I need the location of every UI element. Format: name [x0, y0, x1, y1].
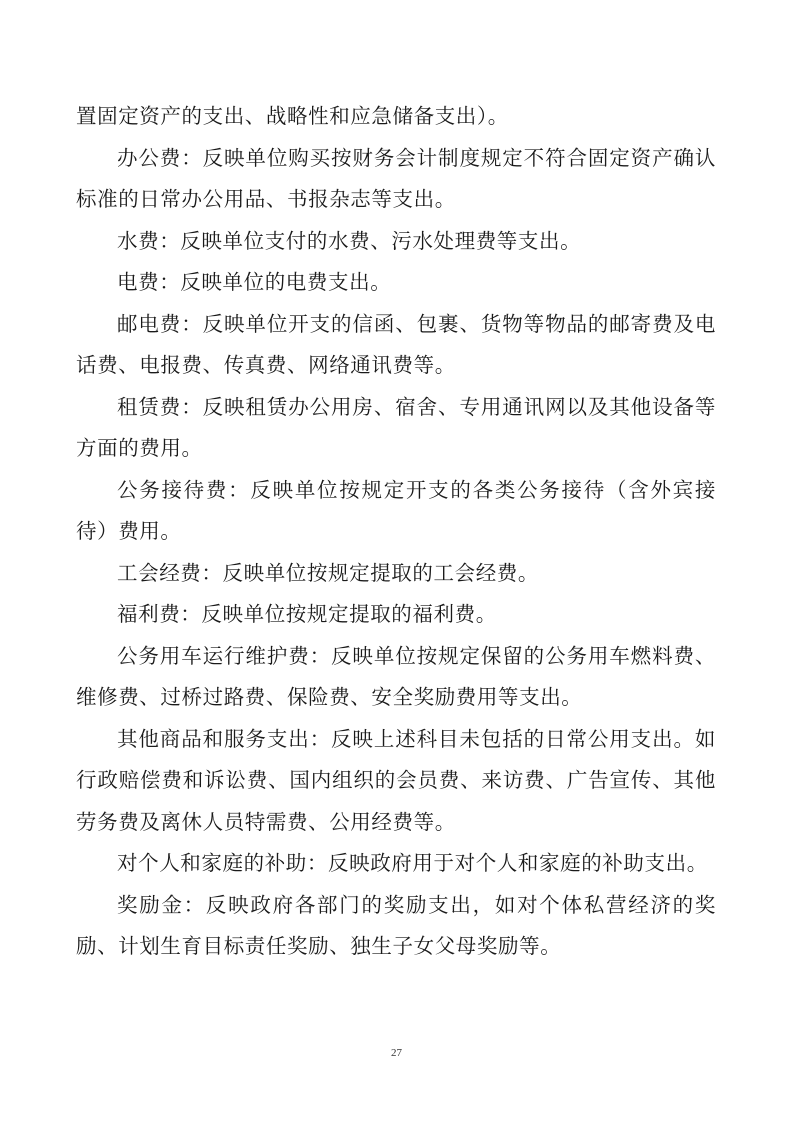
paragraph-other-goods-services: 其他商品和服务支出：反映上述科目未包括的日常公用支出。如行政赔偿费和诉讼费、国内组织的会员费、来访费、广告宣传、其他劳务费及离休人员特需费、公用经费等。 — [76, 726, 716, 834]
document-body — [76, 96, 716, 968]
paragraph-official-reception-expense: 公务接待费：反映单位按规定开支的各类公务接待（含外宾接待）费用。 — [76, 477, 716, 543]
paragraph-rental-expense: 租赁费：反映租赁办公用房、宿舍、专用通讯网以及其他设备等方面的费用。 — [76, 394, 716, 460]
paragraph-water-expense: 水费：反映单位支付的水费、污水处理费等支出。 — [117, 228, 582, 253]
paragraph-award-fund: 奖励金：反映政府各部门的奖励支出，如对个体私营经济的奖励、计划生育目标责任奖励、独生子女父母奖励等。 — [76, 892, 716, 958]
paragraph-personal-family-subsidy: 对个人和家庭的补助：反映政府用于对个人和家庭的补助支出。 — [117, 851, 708, 875]
paragraph-welfare-expense: 福利费：反映单位按规定提取的福利费。 — [117, 602, 497, 626]
paragraph-office-expense: 办公费：反映单位购买按财务会计制度规定不符合固定资产确认标准的日常办公用品、书报杂志等支出。 — [76, 145, 716, 211]
paragraph-postal-telecom-expense: 邮电费：反映单位开支的信函、包裹、货物等物品的邮寄费及电话费、电报费、传真费、网络通讯费等。 — [76, 311, 716, 377]
paragraph-official-vehicle-expense: 公务用车运行维护费：反映单位按规定保留的公务用车燃料费、维修费、过桥过路费、保险费、安全奖励费用等支出。 — [76, 643, 716, 709]
paragraph-electricity-expense: 电费：反映单位的电费支出。 — [117, 270, 392, 294]
page-number: 27 — [391, 1047, 402, 1059]
paragraph-union-fund: 工会经费：反映单位按规定提取的工会经费。 — [117, 560, 539, 585]
paragraph-continuation: 置固定资产的支出、战略性和应急储备支出）。 — [76, 104, 509, 128]
